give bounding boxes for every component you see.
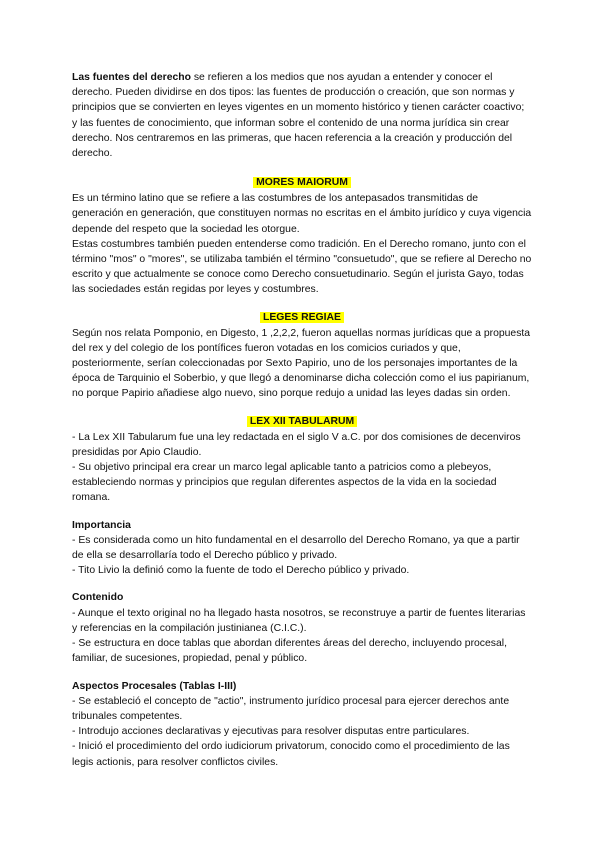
intro-text: se refieren a los medios que nos ayudan a entender y conocer el derecho. Pueden dividirse en dos tipos: las fuentes de producción o creación, que son normas y principios que se convierten en leyes vigentes en un momento histórico y tienen carácter coactivo; y las fuentes de conocimiento, que informan sobre el contenido de una norma jurídica sin crear derecho. Nos centraremos en las primeras, que hacen referencia a la creación y producción del derecho.: [72, 72, 525, 160]
contenido-item: - Aunque el texto original no ha llegado hasta nosotros, se reconstruye a partir de fuentes literarias y referencias en la compilación justinianea (C.I.C.).: [72, 607, 526, 634]
contenido-section: [72, 606, 532, 667]
importancia-item: - Tito Livio la definió como la fuente de todo el Derecho público y privado.: [72, 565, 410, 577]
importancia-item: - Es considerada como un hito fundamental en el desarrollo del Derecho Romano, ya que a partir de ella se desarrollaría todo el Derecho público y privado.: [72, 534, 520, 562]
procesales-item: - Introdujo acciones declarativas y ejecutivas para resolver disputas entre particulares.: [72, 726, 470, 738]
lex-item: - La Lex XII Tabularum fue una ley redactada en el siglo V a.C. por dos comisiones de decenviros presididas por Apio Claudio.: [72, 431, 521, 458]
leges-paragraph: Según nos relata Pomponio, en Digesto, 1 ,2,2,2, fueron aquellas normas jurídicas que a propuesta del rex y del colegio de los pontífices fueron votadas en los comicios curiados y que, posteriormente, serían coleccionadas por Sexto Papirio, uno de los personajes importantes de la época de Tarquinio el Soberbio, y que llegó a denominarse dicha colección como el ius papirianum, no porque Papirio añadiese algo nuevo, sino porque redujo a unidad las leyes dadas sin orden.: [72, 327, 531, 400]
mores-section: [72, 191, 532, 297]
mores-paragraph-2: Estas costumbres también pueden entenderse como tradición. En el Derecho romano, junto con el término "mos" o "mores", se utilizaba también el término "consuetudo", que se refiere al Derecho no escrito y que actualmente se conoce como Derecho consuetudinario. Según el jurista Gayo, todas las sociedades están regidas por leyes y costumbres.: [72, 238, 532, 296]
lex-item: - Su objetivo principal era crear un marco legal aplicable tanto a patricios como a plebeyos, estableciendo normas y principios que regulan diferentes aspectos de la vida en la sociedad romana.: [72, 462, 497, 504]
intro-paragraph: [72, 70, 532, 161]
contenido-heading: Contenido: [72, 592, 124, 604]
procesales-section: [72, 694, 532, 770]
lex-section: [72, 430, 532, 506]
procesales-item: - Inició el procedimiento del ordo iudiciorum privatorum, conocido como el procedimiento de las legis actionis, para resolver conflictos civiles.: [72, 741, 510, 768]
mores-heading: MORES MAIORUM: [72, 175, 532, 191]
lex-heading: LEX XII TABULARUM: [72, 414, 532, 430]
leges-heading: LEGES REGIAE: [72, 310, 532, 326]
contenido-item: - Se estructura en doce tablas que abordan diferentes áreas del derecho, incluyendo procesal, familiar, de sucesiones, propiedad, penal y público.: [72, 638, 507, 665]
procesales-heading: Aspectos Procesales (Tablas I-III): [72, 680, 237, 692]
importancia-heading: Importancia: [72, 519, 131, 531]
importancia-section: [72, 533, 532, 579]
document-page: [72, 70, 532, 782]
procesales-item: - Se estableció el concepto de "actio", instrumento jurídico procesal para ejercer derechos ante tribunales competentes.: [72, 695, 510, 722]
leges-section: [72, 326, 532, 402]
intro-term: Las fuentes del derecho: [72, 72, 191, 83]
mores-paragraph-1: Es un término latino que se refiere a las costumbres de los antepasados transmitidas de generación en generación, que constituyen normas no escritas en el ámbito jurídico y cuya vigencia depende del respeto que la sociedad les otorgue.: [72, 193, 532, 235]
